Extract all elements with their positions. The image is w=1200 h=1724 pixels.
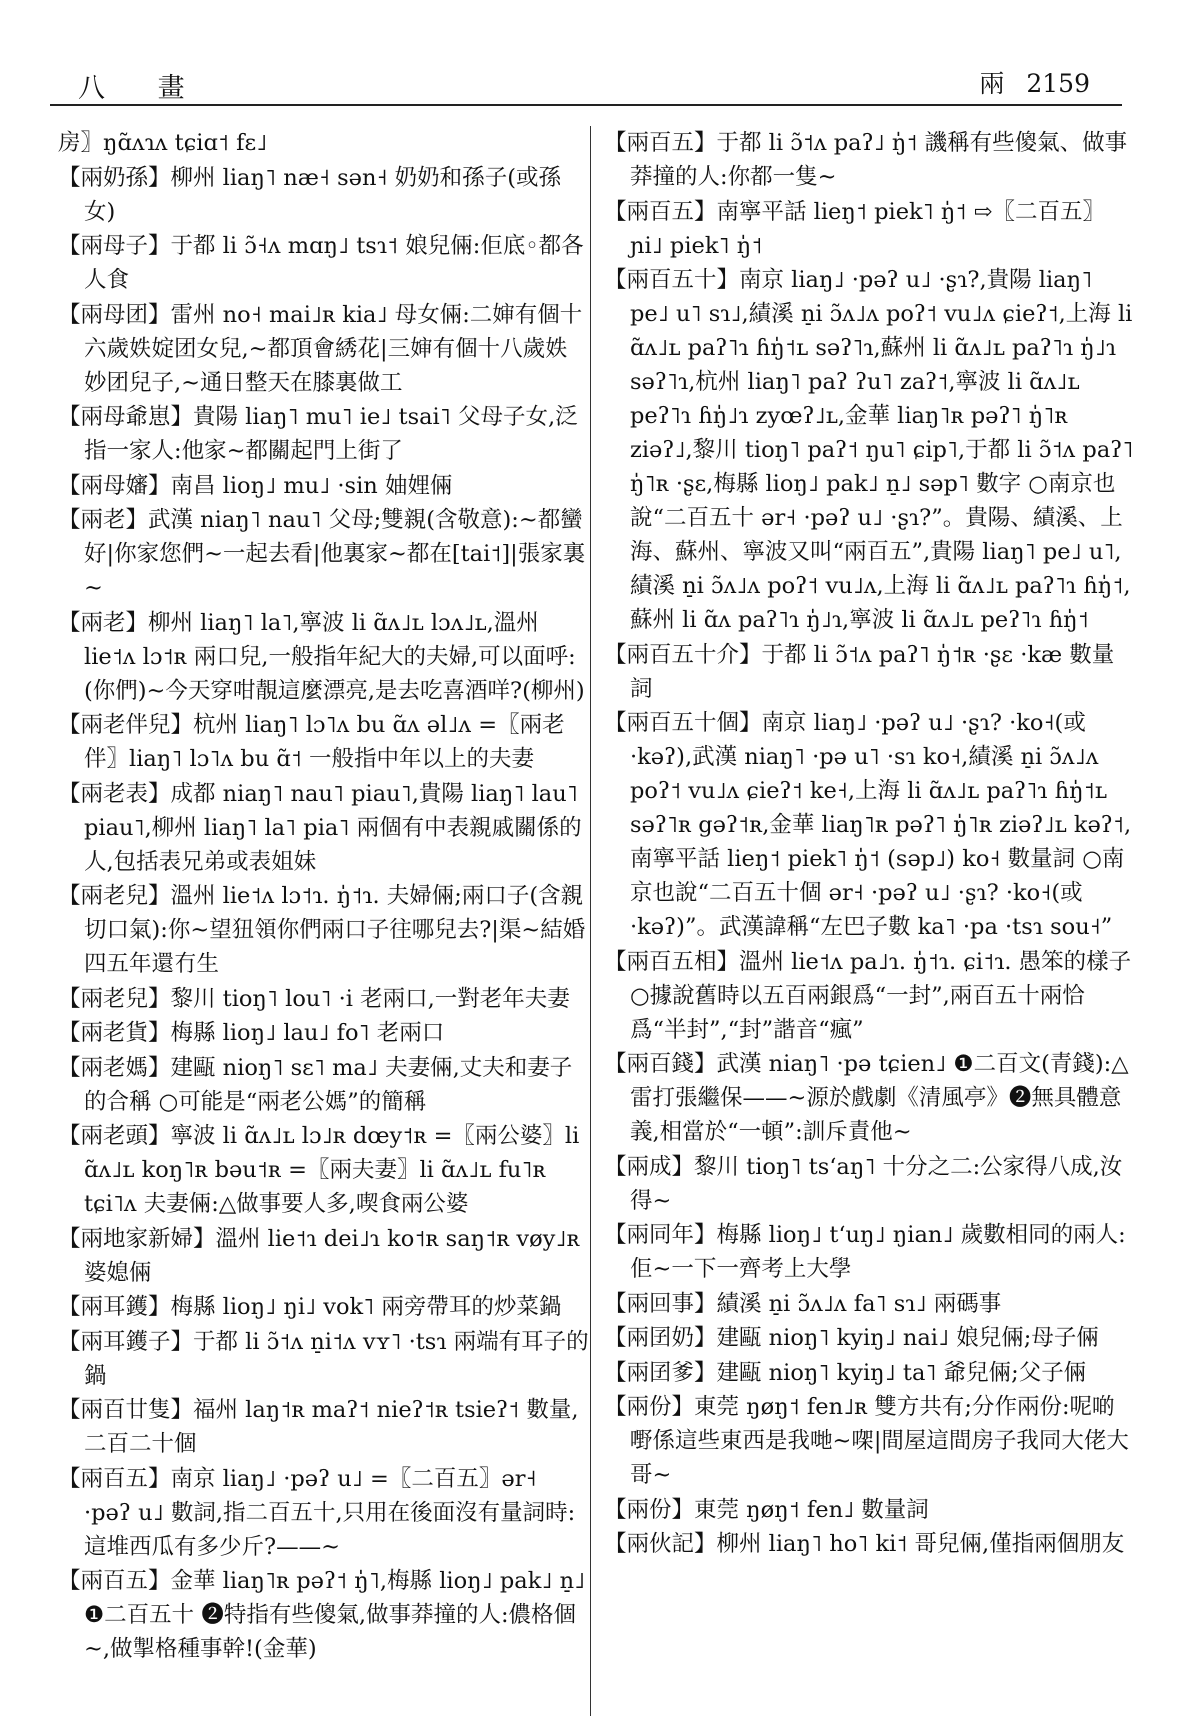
- dictionary-entry: 【兩百五】南寧平話 lieŋ˦ piek˥ ŋ̍˦ ⇨〖二百五〗ɲi˩ piek˥ ŋ̍˦: [604, 198, 1105, 259]
- dictionary-entry: 【兩百五十個】南京 liaŋ˩ ·pəʔ u˩ ·ʂɿ? ·ko˧(或·kəʔ),武漢 niaŋ˥ ·pə u˥ ·sɿ ko˧,績溪 n̠i ɔ̃ʌ˩ʌ poʔ˦ vu˩ʌ ɕieʔ˦ ke˧,上海 li ɑ̃ʌ˩ʟ paʔ˥ɿ ɦŋ̍˦ʟ səʔ˥ʀ gəʔ˦ʀ,金華 liaŋ˥ʀ pəʔ˥ ŋ̍˥ʀ ziəʔ˩ʟ kəʔ˦,南寧平話 lieŋ˦ piek˥ ŋ̍˦ (səp˩) ko˧ 數量詞 ○南京也說“二百五十個 ər˧ ·pəʔ u˩ ·ʂɿ? ·ko˧(或·kəʔ)”。武漢諱稱“左巴子數 ka˥ ·pa ·tsɿ sou˧”: [604, 710, 1132, 940]
- dictionary-entry: 【兩母团】雷州 no˧ mai˩ʀ kia˩ 母女倆:二婶有個十六歲妷婝团女兒,~都頂會綉花|三婶有個十八歲妷妙团兒子,~通日整天在膝裏做工: [58, 301, 583, 396]
- dictionary-entry: 房〗ŋɑ̃ʌɿʌ tɕiɑ˦ fɛ˩: [58, 130, 268, 156]
- dictionary-entry: 【兩母嬸】南昌 lioŋ˩ mu˩ ·sin 妯娌倆: [58, 472, 453, 499]
- right-column: [604, 126, 1136, 1562]
- dictionary-entry: 【兩地家新婦】溫州 lie˦ɿ dei˩ɿ ko˦ʀ saŋ˦ʀ vøy˩ʀ 婆媳倆: [58, 1225, 580, 1286]
- dictionary-entry: 【兩老伴兒】杭州 liaŋ˥ lɔ˥ʌ bu ɑ̃ʌ əl˩ʌ =〖兩老伴〗liaŋ˥ lɔ˥ʌ bu ɑ̃˦ 一般指中年以上的夫妻: [58, 712, 565, 772]
- dictionary-entry: 【兩份】東莞 ŋøŋ˦ fen˩ 數量詞: [604, 1496, 929, 1523]
- dictionary-entry: 【兩百五】金華 liaŋ˥ʀ pəʔ˦ ŋ̍˥,梅縣 lioŋ˩ pak˩ n̠˩ ❶二百五十 ❷特指有些傻氣,做事莽撞的人:儂格個~,做掣格種事幹!(金華): [58, 1568, 586, 1662]
- dictionary-entry: 【兩百錢】武漢 niaŋ˥ ·pə tɕien˩ ❶二百文(青錢):△雷打張繼保——~源於戲劇《清風亭》❷無具體意義,相當於“一頓”:訓斥責他~: [604, 1051, 1129, 1145]
- dictionary-entry: 【兩老】武漢 niaŋ˥ nau˥ 父母;雙親(含敬意):~都蠻好|你家您們~一起去看|他裏家~都在[tai˦]|張家裏~: [58, 507, 586, 601]
- dictionary-entry: 【兩成】黎川 tioŋ˥ tsʻaŋ˥ 十分之二:公家得八成,汝得~: [604, 1153, 1123, 1214]
- dictionary-entry: 【兩老兒】溫州 lie˦ʌ lɔ˦ɿ. ŋ̍˦ɿ. 夫婦倆;兩口子(含親切口氣):你~望狃領你們兩口子往哪兒去?|渠~結婚四五年還冇生: [58, 883, 586, 977]
- dictionary-entry: 【兩伙記】柳州 liaŋ˥ ho˥ ki˦ 哥兒倆,僅指兩個朋友: [604, 1531, 1125, 1557]
- dictionary-entry: 【兩老貨】梅縣 lioŋ˩ lau˩ fo˥ 老兩口: [58, 1020, 445, 1046]
- dictionary-entry: 【兩奶孫】柳州 liaŋ˥ næ˧ sən˧ 奶奶和孫子(或孫女): [58, 164, 561, 225]
- dictionary-entry: 【兩百五】于都 li ɔ̃˦ʌ paʔ˩ ŋ̍˦ 譏稱有些傻氣、做事莽撞的人:你都一隻~: [604, 130, 1128, 190]
- dictionary-entry: 【兩母子】于都 li ɔ̃˧ʌ mɑŋ˩ tsɿ˦ 娘兒倆:佢底◦都各人食: [58, 233, 584, 293]
- dictionary-entry: 【兩耳鑊子】于都 li ɔ̃˦ʌ n̠i˦ʌ vʏ˥ ·tsɿ 兩端有耳子的鍋: [58, 1328, 589, 1389]
- page-header: [0, 0, 1200, 108]
- dictionary-entry: 【兩百廿隻】福州 laŋ˦ʀ maʔ˦ nieʔ˦ʀ tsieʔ˦ 數量,二百二十個: [58, 1397, 579, 1457]
- page-number: 2159: [1026, 69, 1090, 98]
- dictionary-entry: 【兩囝爹】建甌 nioŋ˥ kyiŋ˩ ta˥ 爺兒倆;父子倆: [604, 1359, 1087, 1386]
- dictionary-entry: 【兩母爺崽】貴陽 liaŋ˥ mu˥ ie˩ tsai˥ 父母子女,泛指一家人:他家~都關起門上街了: [58, 404, 578, 464]
- dictionary-entry: 【兩同年】梅縣 lioŋ˩ tʻuŋ˩ ŋian˩ 歲數相同的兩人:佢~一下一齊考上大學: [604, 1222, 1126, 1282]
- dictionary-entry: 【兩百五十】南京 liaŋ˩ ·pəʔ u˩ ·ʂɿ?,貴陽 liaŋ˥ pe˩ u˥ sɿ˩,績溪 n̠i ɔ̃ʌ˩ʌ poʔ˦ vu˩ʌ ɕieʔ˦,上海 li ɑ̃ʌ˩ʟ paʔ˥ɿ ɦŋ̍˦ʟ səʔ˥ɿ,蘇州 li ɑ̃ʌ˩ʟ paʔ˥ɿ ŋ̍˩ɿ səʔ˥ɿ,杭州 liaŋ˥ paʔ ʔu˥ zaʔ˦,寧波 li ɑ̃ʌ˩ʟ peʔ˥ɿ ɦŋ̍˩ɿ zyœʔ˩ʟ,金華 liaŋ˥ʀ pəʔ˥ ŋ̍˥ʀ ziəʔ˩,黎川 tioŋ˥ paʔ˦ ŋu˥ ɕip˥,于都 li ɔ̃˦ʌ paʔ˥ ŋ̍˥ʀ ·ʂɛ,梅縣 lioŋ˩ pak˩ n̠˩ səp˥ 數字 ○南京也說“二百五十 ər˧ ·pəʔ u˩ ·ʂɿ?”。貴陽、績溪、上海、蘇州、寧波又叫“兩百五”,貴陽 liaŋ˥ pe˩ u˥,績溪 n̠i ɔ̃ʌ˩ʌ poʔ˦ vu˩ʌ,上海 li ɑ̃ʌ˩ʟ paʔ˥ɿ ɦŋ̍˦,蘇州 li ɑ̃ʌ paʔ˥ɿ ŋ̍˩ɿ,寧波 li ɑ̃ʌ˩ʟ peʔ˥ɿ ɦŋ̍˦: [604, 267, 1134, 633]
- dictionary-entry: 【兩回事】績溪 n̠i ɔ̃ʌ˩ʌ fa˥ sɿ˩ 兩碼事: [604, 1290, 1002, 1317]
- dictionary-entry: 【兩老頭】寧波 li ɑ̃ʌ˩ʟ lɔ˩ʀ dœy˦ʀ =〖兩公婆〗li ɑ̃ʌ˩ʟ koŋ˥ʀ bəu˦ʀ =〖兩夫妻〗li ɑ̃ʌ˩ʟ fu˥ʀ tɕi˥ʌ 夫妻倆:△做事要人多,喫食兩公婆: [58, 1123, 580, 1217]
- dictionary-entry: 【兩老媽】建甌 nioŋ˥ sɛ˥ ma˩ 夫妻倆,丈夫和妻子的合稱 ○可能是“兩老公媽”的簡稱: [58, 1054, 573, 1115]
- dictionary-entry: 【兩老表】成都 niaŋ˥ nau˥ piau˥,貴陽 liaŋ˥ lau˥ piau˥,柳州 liaŋ˥ la˥ pia˥ 兩個有中表親戚關係的人,包括表兄弟或表姐妹: [58, 780, 582, 875]
- header-rule: [50, 104, 1122, 106]
- running-head: [957, 64, 1090, 100]
- dictionary-entry: 【兩百五相】溫州 lie˦ʌ pa˩ɿ. ŋ̍˦ɿ. ɕi˦ɿ. 愚笨的樣子 ○據說舊時以五百兩銀爲“一封”,兩百五十兩恰爲“半封”,“封”諧音“瘋”: [604, 948, 1132, 1043]
- dictionary-entry: 【兩耳鑊】梅縣 lioŋ˩ ŋi˩ vok˥ 兩旁帶耳的炒菜鍋: [58, 1294, 562, 1320]
- headword: 兩: [979, 69, 1005, 98]
- section-title: 八 畫: [78, 73, 207, 104]
- dictionary-entry: 【兩囝奶】建甌 nioŋ˥ kyiŋ˩ nai˩ 娘兒倆;母子倆: [604, 1325, 1099, 1351]
- dictionary-entry: 【兩老兒】黎川 tioŋ˥ lou˥ ·i 老兩口,一對老年夫妻: [58, 985, 570, 1012]
- column-divider: [590, 126, 591, 1716]
- dictionary-entry: 【兩份】東莞 ŋøŋ˦ fen˩ʀ 雙方共有;分作兩份:呢啲嘢係這些東西是我哋~㗎|間屋這間房子我同大佬大哥~: [604, 1394, 1129, 1488]
- dictionary-entry: 【兩百五】南京 liaŋ˩ ·pəʔ u˩ =〖二百五〗ər˧ ·pəʔ u˩ 數詞,指二百五十,只用在後面沒有量詞時:這堆西瓜有多少斤?——~: [58, 1465, 576, 1560]
- dictionary-entry: 【兩百五十介】于都 li ɔ̃˦ʌ paʔ˥ ŋ̍˦ʀ ·ʂɛ ·kæ 數量詞: [604, 641, 1115, 702]
- dictionary-entry: 【兩老】柳州 liaŋ˥ la˥,寧波 li ɑ̃ʌ˩ʟ lɔʌ˩ʟ,溫州 lie˦ʌ lɔ˦ʀ 兩口兒,一般指年紀大的夫婦,可以面呼:(你們)~今天穿咁靚這麼漂亮,是去吃喜酒咩?(柳州): [58, 609, 585, 704]
- left-column: [58, 126, 590, 1667]
